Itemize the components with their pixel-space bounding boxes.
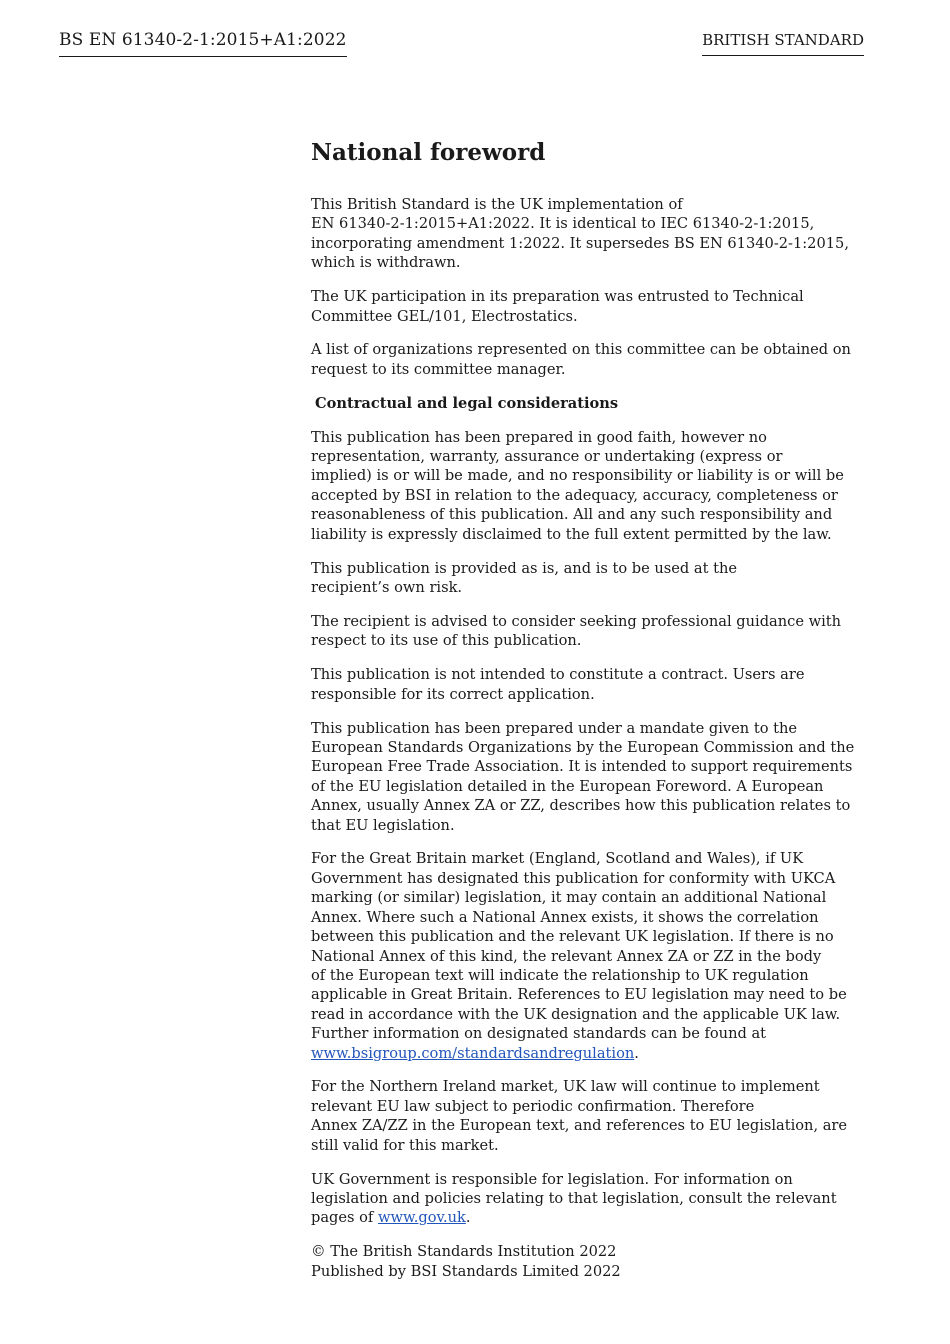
text-line: Annex, usually Annex ZA or ZZ, describes how this publication relates to xyxy=(311,797,851,815)
text-line: responsible for its correct application. xyxy=(311,685,595,703)
text-line: marking (or similar) legislation, it may contain an additional National xyxy=(311,889,827,907)
text-line: European Free Trade Association. It is intended to support requirements xyxy=(311,758,853,776)
text-line: www.bsigroup.com/standardsandregulation. xyxy=(311,1044,639,1062)
paragraph xyxy=(311,665,867,704)
text-line: EN 61340-2-1:2015+A1:2022. It is identical to IEC 61340-2-1:2015, xyxy=(311,215,815,233)
text-line: © The British Standards Institution 2022 xyxy=(311,1243,617,1261)
document-id: BS EN 61340-2-1:2015+A1:2022 xyxy=(59,30,347,57)
text-line: incorporating amendment 1:2022. It supersedes BS EN 61340-2-1:2015, xyxy=(311,234,849,252)
text-line: This publication is provided as is, and is to be used at the xyxy=(311,559,738,577)
text-line: The UK participation in its preparation was entrusted to Technical xyxy=(311,288,804,306)
text-line: liability is expressly disclaimed to the full extent permitted by the law. xyxy=(311,525,832,543)
web-link[interactable]: www.bsigroup.com/standardsandregulation xyxy=(311,1044,635,1062)
text-line: The recipient is advised to consider seeking professional guidance with xyxy=(311,612,842,630)
text-line: For the Great Britain market (England, Scotland and Wales), if UK xyxy=(311,850,804,868)
text-line: UK Government is responsible for legislation. For information on xyxy=(311,1170,793,1188)
text-line: applicable in Great Britain. References to EU legislation may need to be xyxy=(311,986,847,1004)
text-line: Further information on designated standards can be found at xyxy=(311,1025,767,1043)
foreword-body xyxy=(311,138,867,1296)
paragraph xyxy=(311,428,867,544)
text-line: pages of www.gov.uk. xyxy=(311,1209,471,1227)
text-line: which is withdrawn. xyxy=(311,254,461,272)
text-line: European Standards Organizations by the European Commission and the xyxy=(311,738,855,756)
paragraph xyxy=(311,559,867,598)
paragraph xyxy=(311,287,867,326)
text-line: request to its committee manager. xyxy=(311,360,566,378)
text-line: between this publication and the relevant UK legislation. If there is no xyxy=(311,928,834,946)
web-link[interactable]: www.gov.uk xyxy=(377,1209,466,1227)
text-line: This publication is not intended to constitute a contract. Users are xyxy=(311,666,805,684)
text-line: reasonableness of this publication. All and any such responsibility and xyxy=(311,506,833,524)
text-line: This publication has been prepared in good faith, however no xyxy=(311,428,767,446)
document-series: BRITISH STANDARD xyxy=(702,31,864,56)
text-line: that EU legislation. xyxy=(311,816,455,834)
text-line: Published by BSI Standards Limited 2022 xyxy=(311,1262,621,1280)
page-title: National foreword xyxy=(311,139,546,166)
text-line: representation, warranty, assurance or undertaking (express or xyxy=(311,448,783,466)
text-line: For the Northern Ireland market, UK law will continue to implement xyxy=(311,1078,820,1096)
text-line: National Annex of this kind, the relevant Annex ZA or ZZ in the body xyxy=(311,947,822,965)
text-line: Government has designated this publication for conformity with UKCA xyxy=(311,869,836,887)
text-line: respect to its use of this publication. xyxy=(311,632,582,650)
text-line: Annex ZA/ZZ in the European text, and references to EU legislation, are xyxy=(311,1117,848,1135)
paragraph xyxy=(311,1170,867,1228)
paragraph-list xyxy=(311,195,867,1281)
text-line: legislation and policies relating to that legislation, consult the relevant xyxy=(311,1189,837,1207)
text-line: of the European text will indicate the relationship to UK regulation xyxy=(311,966,809,984)
text-line: accepted by BSI in relation to the adequacy, accuracy, completeness or xyxy=(311,486,838,504)
paragraph xyxy=(311,612,867,651)
text-line: of the EU legislation detailed in the European Foreword. A European xyxy=(311,777,824,795)
paragraph xyxy=(311,719,867,835)
paragraph xyxy=(311,1242,867,1281)
text-line: Committee GEL/101, Electrostatics. xyxy=(311,307,578,325)
paragraph xyxy=(311,849,867,1062)
text-line: This publication has been prepared under a mandate given to the xyxy=(311,719,798,737)
paragraph xyxy=(311,1077,867,1155)
text-line: still valid for this market. xyxy=(311,1136,499,1154)
text-line: recipient’s own risk. xyxy=(311,579,463,596)
text-line: relevant EU law subject to periodic confirmation. Therefore xyxy=(311,1097,755,1115)
paragraph xyxy=(311,195,867,273)
text-line: This British Standard is the UK implementation of xyxy=(311,196,683,213)
text-line: A list of organizations represented on this committee can be obtained on xyxy=(311,341,851,359)
paragraph xyxy=(311,340,867,379)
text-line: implied) is or will be made, and no responsibility or liability is or will be xyxy=(311,467,844,485)
text-line: read in accordance with the UK designation and the applicable UK law. xyxy=(311,1005,841,1023)
text-line: Annex. Where such a National Annex exists, it shows the correlation xyxy=(311,908,819,926)
section-heading: Contractual and legal considerations xyxy=(315,394,619,412)
